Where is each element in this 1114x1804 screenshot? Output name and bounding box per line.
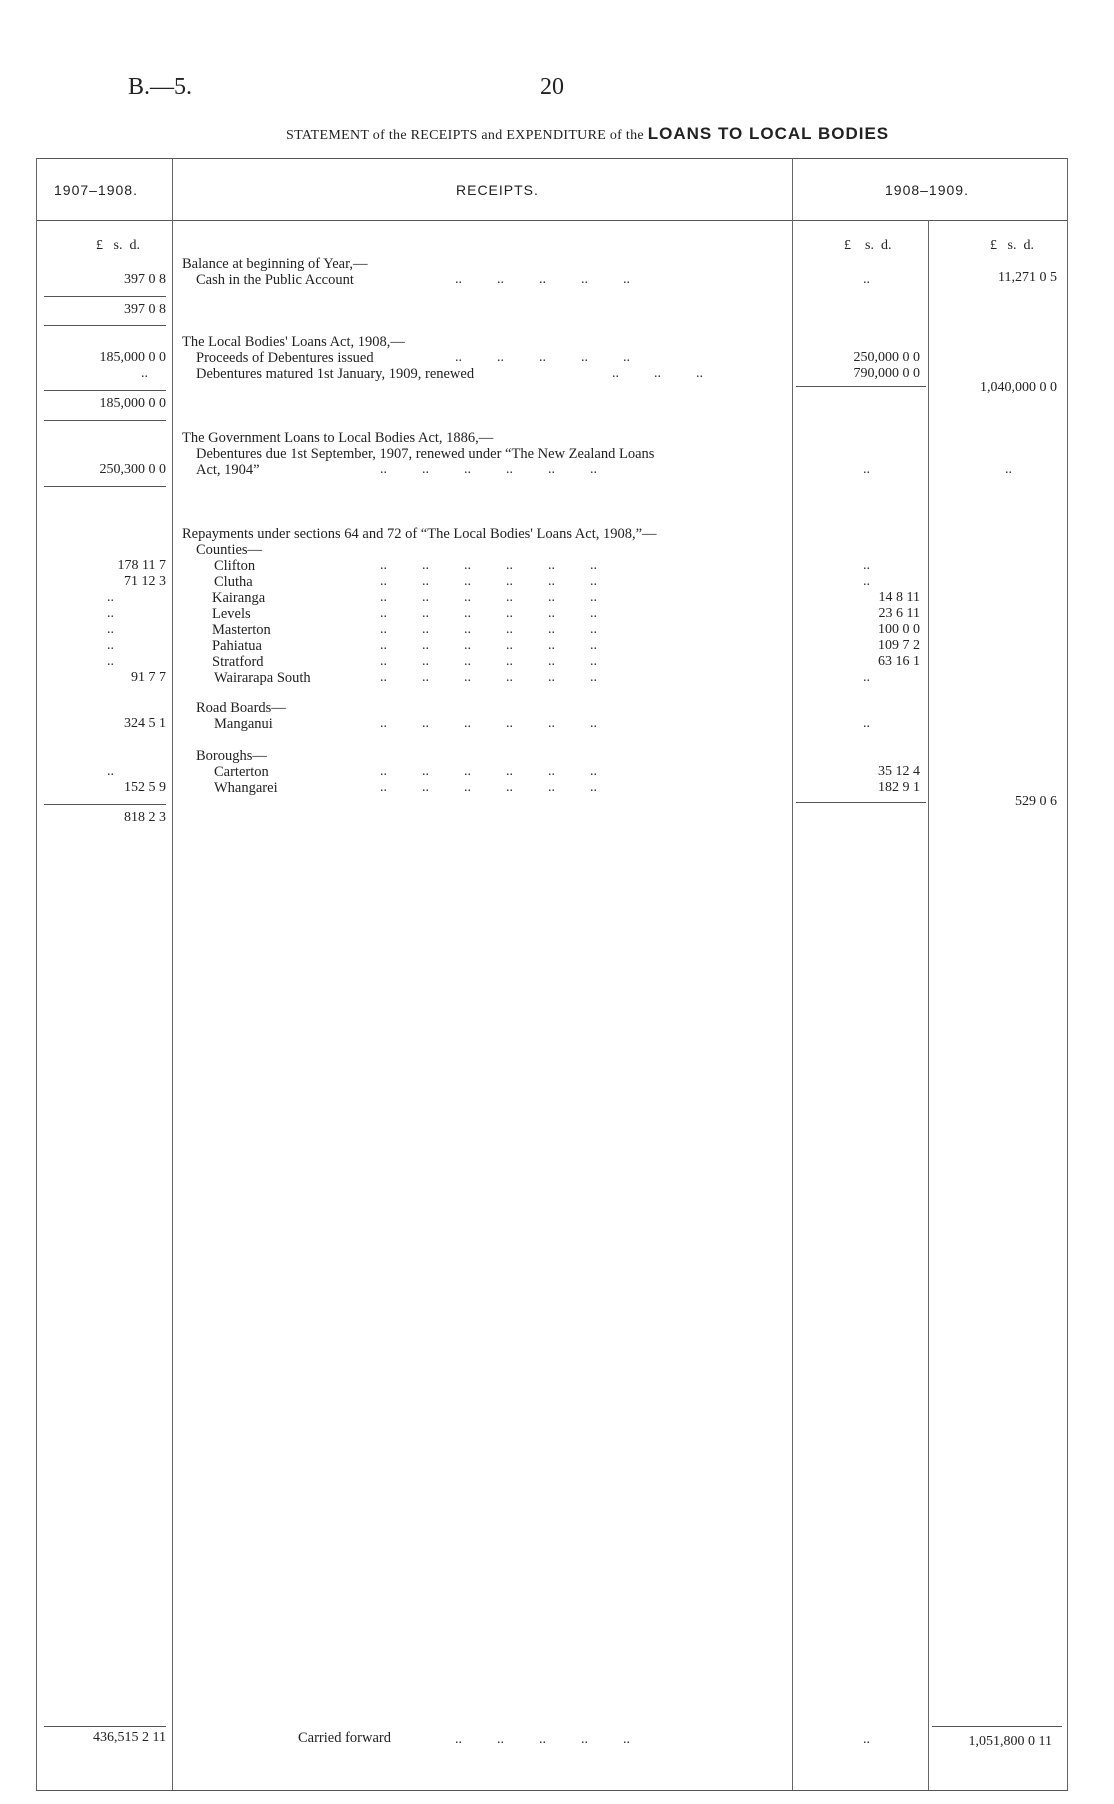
balance-prev: 397 0 8 bbox=[124, 272, 166, 287]
leader-dots: .. .. .. .. .. .. bbox=[380, 716, 597, 731]
rule bbox=[44, 390, 166, 391]
lbla-prev-1: 185,000 0 0 bbox=[99, 350, 166, 365]
lbla-prev-2: .. bbox=[141, 366, 148, 381]
right-border bbox=[1067, 158, 1068, 1790]
borough-name: Carterton bbox=[214, 764, 269, 780]
repay-prev-total: 818 2 3 bbox=[124, 810, 166, 825]
table-bottom-rule bbox=[36, 1790, 1068, 1791]
page-number: 20 bbox=[540, 74, 564, 100]
unit-pence: d. bbox=[1023, 238, 1034, 253]
lbla-item-2: Debentures matured 1st January, 1909, renewed bbox=[196, 366, 475, 382]
county-name: Stratford bbox=[212, 654, 264, 670]
unit-pound: £ bbox=[96, 238, 103, 253]
leader-dots: .. .. .. .. .. bbox=[455, 272, 630, 287]
glla-line-2: Act, 1904” bbox=[196, 462, 260, 478]
rule bbox=[796, 802, 926, 803]
unit-shilling: s. bbox=[1007, 238, 1017, 253]
lbla-prev-total: 185,000 0 0 bbox=[99, 396, 166, 411]
county-cur: 100 0 0 bbox=[878, 622, 920, 637]
county-name: Levels bbox=[212, 606, 251, 622]
borough-name: Whangarei bbox=[214, 780, 278, 796]
county-name: Masterton bbox=[212, 622, 271, 638]
left-border bbox=[36, 158, 37, 1790]
lbla-item-1: Proceeds of Debentures issued bbox=[196, 350, 374, 366]
county-name: Kairanga bbox=[212, 590, 266, 606]
balance-prev-total: 397 0 8 bbox=[124, 302, 166, 317]
table-top-rule bbox=[36, 158, 1068, 159]
rule bbox=[44, 1726, 166, 1727]
balance-cur: .. bbox=[863, 272, 870, 287]
unit-labels-right bbox=[990, 238, 1034, 254]
county-name: Clutha bbox=[214, 574, 253, 590]
column-header-1908-1909: 1908–1909. bbox=[885, 182, 969, 198]
county-prev: 178 11 7 bbox=[117, 558, 166, 573]
column-divider-total bbox=[928, 220, 929, 1790]
column-header-1907-1908: 1907–1908. bbox=[54, 182, 138, 198]
repay-counties-label: Counties— bbox=[196, 542, 263, 558]
title-prefix: STATEMENT of the RECEIPTS and EXPENDITURE of the bbox=[286, 128, 644, 143]
unit-labels-mid bbox=[844, 238, 891, 254]
borough-cur: 35 12 4 bbox=[878, 764, 920, 779]
glla-cur-total: .. bbox=[1005, 462, 1012, 477]
carried-forward-total: 1,051,800 0 11 bbox=[968, 1734, 1052, 1749]
borough-prev: 152 5 9 bbox=[124, 780, 166, 795]
leader-dots: .. .. .. .. .. .. bbox=[380, 780, 597, 795]
glla-line-1: Debentures due 1st September, 1907, renewed under “The New Zealand Loans bbox=[196, 446, 655, 462]
county-name: Pahiatua bbox=[212, 638, 262, 654]
road-prev: 324 5 1 bbox=[124, 716, 166, 731]
leader-dots: .. .. .. .. .. .. bbox=[380, 590, 597, 605]
rule bbox=[44, 486, 166, 487]
unit-shilling: s. bbox=[113, 238, 123, 253]
title-emphasis: LOANS TO LOCAL BODIES bbox=[647, 124, 890, 143]
county-prev: 91 7 7 bbox=[131, 670, 166, 685]
leader-dots: .. .. .. .. .. bbox=[455, 1732, 630, 1747]
glla-prev: 250,300 0 0 bbox=[99, 462, 166, 477]
road-cur: .. bbox=[863, 716, 870, 731]
repay-heading: Repayments under sections 64 and 72 of “The Local Bodies' Loans Act, 1908,”— bbox=[182, 526, 657, 542]
borough-cur: 182 9 1 bbox=[878, 780, 920, 795]
borough-prev: .. bbox=[107, 764, 114, 779]
balance-cur-total: 11,271 0 5 bbox=[998, 270, 1057, 285]
leader-dots: .. .. .. .. .. .. bbox=[380, 606, 597, 621]
carried-forward-prev: 436,515 2 11 bbox=[93, 1730, 166, 1745]
county-cur: 14 8 11 bbox=[878, 590, 920, 605]
county-prev: 71 12 3 bbox=[124, 574, 166, 589]
leader-dots: .. .. .. .. .. .. bbox=[380, 462, 597, 477]
repay-boroughs-label: Boroughs— bbox=[196, 748, 267, 764]
balance-heading: Balance at beginning of Year,— bbox=[182, 256, 368, 272]
rule bbox=[44, 804, 166, 805]
county-prev: .. bbox=[107, 622, 114, 637]
county-name: Wairarapa South bbox=[214, 670, 311, 686]
lbla-heading: The Local Bodies' Loans Act, 1908,— bbox=[182, 334, 405, 350]
unit-pence: d. bbox=[880, 238, 892, 253]
leader-dots: .. .. .. .. .. bbox=[455, 350, 630, 365]
unit-labels-left bbox=[96, 238, 140, 254]
rule bbox=[44, 325, 166, 326]
leader-dots: .. .. .. .. .. .. bbox=[380, 622, 597, 637]
leader-dots: .. .. .. .. .. .. bbox=[380, 638, 597, 653]
leader-dots: .. .. .. .. .. .. bbox=[380, 764, 597, 779]
glla-heading: The Government Loans to Local Bodies Act, 1886,— bbox=[182, 430, 494, 446]
header-bottom-rule bbox=[36, 220, 1068, 221]
repay-road-label: Road Boards— bbox=[196, 700, 286, 716]
county-cur: 63 16 1 bbox=[878, 654, 920, 669]
carried-forward-label: Carried forward bbox=[298, 1730, 391, 1746]
leader-dots: .. .. .. .. .. .. bbox=[380, 654, 597, 669]
road-name: Manganui bbox=[214, 716, 273, 732]
document-reference: B.—5. bbox=[128, 74, 193, 100]
rule bbox=[44, 420, 166, 421]
county-name: Clifton bbox=[214, 558, 256, 574]
repay-cur-total: 529 0 6 bbox=[1015, 794, 1057, 809]
county-prev: .. bbox=[107, 638, 114, 653]
leader-dots: .. .. .. bbox=[612, 366, 703, 381]
county-prev: .. bbox=[107, 590, 114, 605]
rule bbox=[932, 1726, 1062, 1727]
unit-shilling: s. bbox=[865, 238, 874, 253]
column-divider-left bbox=[172, 158, 173, 1790]
county-prev: .. bbox=[107, 606, 114, 621]
column-divider-right bbox=[792, 158, 793, 1790]
glla-cur: .. bbox=[863, 462, 870, 477]
county-cur: .. bbox=[863, 558, 870, 573]
carried-forward-cur: .. bbox=[863, 1732, 870, 1747]
column-header-receipts: RECEIPTS. bbox=[456, 182, 539, 198]
county-prev: .. bbox=[107, 654, 114, 669]
lbla-cur-2: 790,000 0 0 bbox=[853, 366, 920, 381]
county-cur: .. bbox=[863, 574, 870, 589]
leader-dots: .. .. .. .. .. .. bbox=[380, 558, 597, 573]
leader-dots: .. .. .. .. .. .. bbox=[380, 670, 597, 685]
county-cur: 109 7 2 bbox=[878, 638, 920, 653]
unit-pence: d. bbox=[129, 238, 140, 253]
rule bbox=[796, 386, 926, 387]
balance-item: Cash in the Public Account bbox=[196, 272, 354, 288]
lbla-cur-total: 1,040,000 0 0 bbox=[980, 380, 1057, 395]
statement-title bbox=[286, 124, 889, 144]
lbla-cur-1: 250,000 0 0 bbox=[853, 350, 920, 365]
rule bbox=[44, 296, 166, 297]
unit-pound: £ bbox=[844, 238, 851, 253]
county-cur: .. bbox=[863, 670, 870, 685]
county-cur: 23 6 11 bbox=[878, 606, 920, 621]
unit-pound: £ bbox=[990, 238, 997, 253]
leader-dots: .. .. .. .. .. .. bbox=[380, 574, 597, 589]
